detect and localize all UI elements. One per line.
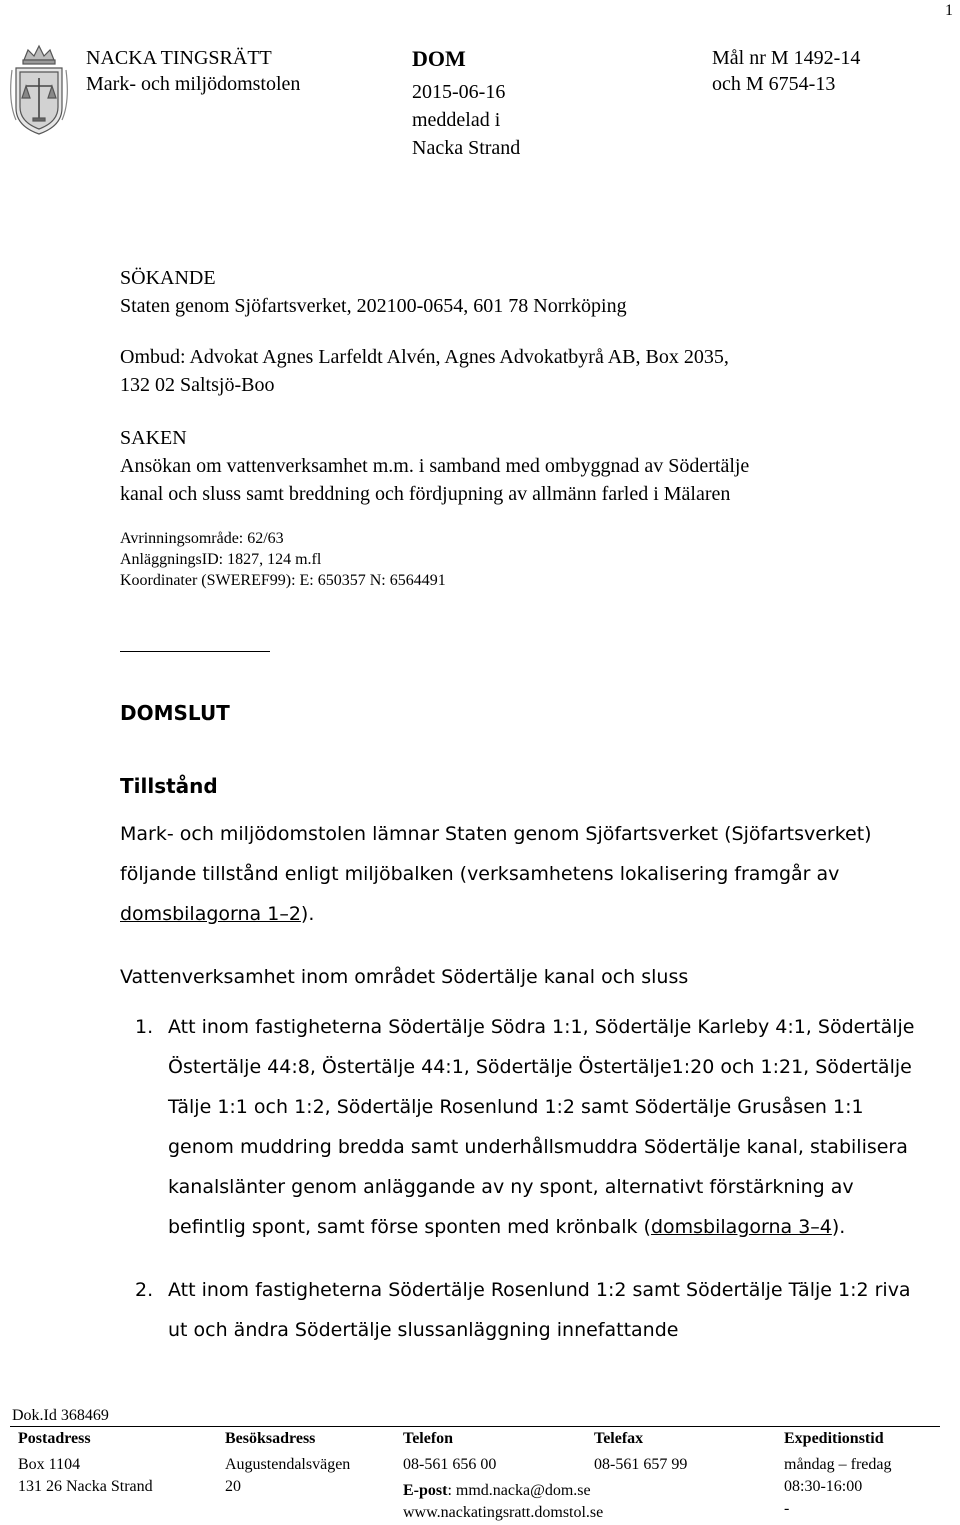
matter-heading: SAKEN [120, 427, 187, 449]
footer-heading-visiting: Besöksadress [225, 1430, 316, 1447]
footer-postal [18, 1454, 153, 1498]
visiting-line: Augustendalsvägen [225, 1456, 351, 1473]
list-item-2-line: ut och ändra Södertälje slussanläggning innefattande [168, 1319, 679, 1341]
email-label: E-post [403, 1482, 448, 1499]
issued-place: Nacka Strand [412, 137, 521, 159]
applicant-name: Staten genom Sjöfartsverket, 202100-0654, 601 78 Norrköping [120, 295, 627, 317]
list-item-1-line: genom muddring bredda samt underhållsmuddra Södertälje kanal, stabilisera [168, 1136, 908, 1158]
ruling-heading: DOMSLUT [120, 701, 230, 725]
office-hours-line: 08:30-16:00 [784, 1478, 863, 1495]
footer-visiting [225, 1454, 350, 1498]
list-item-1-last-line [168, 1207, 914, 1247]
footer-fax [594, 1454, 687, 1476]
facility-id: AnläggningsID: 1827, 124 m.fl [120, 551, 322, 568]
issued-label: meddelad i [412, 109, 501, 131]
phone-number: 08-561 656 00 [403, 1456, 497, 1473]
document-meta [412, 78, 520, 162]
footer-heading-fax: Telefax [594, 1430, 644, 1447]
document-type: DOM [412, 46, 466, 71]
counsel-line1: Ombud: Advokat Agnes Larfeldt Alvén, Agnes Advokatbyrå AB, Box 2035, [120, 346, 729, 368]
ruling-para-line3 [120, 894, 872, 934]
ruling-paragraph [120, 814, 872, 934]
website[interactable]: www.nackatingsratt.domstol.se [403, 1504, 604, 1521]
list-item-1-last-head: befintlig spont, samt förse sponten med krönbalk ( [168, 1216, 651, 1238]
matter-line2: kanal och sluss samt breddning och fördjupning av allmänn farled i Mälaren [120, 483, 731, 505]
footer-heading-office-hours: Expeditionstid [784, 1430, 884, 1447]
footer-divider [10, 1426, 940, 1427]
case-number-line1: Mål nr M 1492-14 [712, 47, 861, 69]
appendix-link-3-4[interactable]: domsbilagorna 3–4 [650, 1216, 832, 1238]
ruling-subheading: Tillstånd [120, 774, 218, 798]
postal-line: 131 26 Nacka Strand [18, 1478, 153, 1495]
visiting-line: 20 [225, 1478, 241, 1495]
ruling-para-line2: följande tillstånd enligt miljöbalken (verksamhetens lokalisering framgår av [120, 863, 840, 885]
list-item-1 [168, 1007, 914, 1247]
footer-heading-postal: Postadress [18, 1430, 91, 1447]
list-item-1-last-tail: ). [831, 1216, 846, 1238]
list-item-number-2: 2. [135, 1279, 154, 1301]
list-item-2-line: Att inom fastigheterna Södertälje Rosenlund 1:2 samt Södertälje Tälje 1:2 riva [168, 1279, 911, 1301]
applicant-heading: SÖKANDE [120, 267, 216, 289]
water-operation-title: Vattenverksamhet inom området Södertälje kanal och sluss [120, 966, 689, 988]
matter-section [120, 424, 749, 508]
court-name-line2: Mark- och miljödomstolen [86, 73, 301, 95]
office-hours-line: måndag – fredag [784, 1456, 892, 1473]
counsel-line2: 132 02 Saltsjö-Boo [120, 374, 275, 396]
email-line [403, 1480, 603, 1502]
email-address[interactable]: : mmd.nacka@dom.se [447, 1482, 591, 1499]
ruling-para-tail: ). [300, 903, 315, 925]
court-crest-icon [8, 42, 70, 138]
footer-office-hours [784, 1454, 892, 1520]
appendix-link-1-2[interactable]: domsbilagorna 1–2 [120, 903, 301, 925]
postal-line: Box 1104 [18, 1456, 81, 1473]
court-name [86, 45, 300, 97]
ruling-para-line1: Mark- och miljödomstolen lämnar Staten genom Sjöfartsverket (Sjöfartsverket) [120, 823, 872, 845]
case-number [712, 45, 860, 97]
fax-number: 08-561 657 99 [594, 1456, 688, 1473]
page-number: 1 [945, 2, 953, 19]
court-name-line1: NACKA TINGSRÄTT [86, 47, 272, 69]
list-item-2 [168, 1270, 911, 1350]
footer-phone [403, 1454, 603, 1524]
counsel-block [120, 343, 729, 399]
list-item-1-line: Östertälje 44:8, Östertälje 44:1, Södertälje Östertälje1:20 och 1:21, Södertälje [168, 1056, 912, 1078]
document-date: 2015-06-16 [412, 81, 506, 103]
list-item-1-line: Tälje 1:1 och 1:2, Södertälje Rosenlund 1:2 samt Södertälje Grusåsen 1:1 [168, 1096, 864, 1118]
case-number-line2: och M 6754-13 [712, 73, 836, 95]
list-item-number-1: 1. [135, 1016, 154, 1038]
section-divider [120, 651, 270, 652]
list-item-1-line: Att inom fastigheterna Södertälje Södra 1:1, Södertälje Karleby 4:1, Södertälje [168, 1016, 915, 1038]
applicant-section [120, 264, 627, 320]
catchment-area: Avrinningsområde: 62/63 [120, 530, 284, 547]
coordinates: Koordinater (SWEREF99): E: 650357 N: 6564491 [120, 572, 446, 589]
footer-heading-phone: Telefon [403, 1430, 454, 1447]
matter-details [120, 528, 446, 591]
office-hours-line: - [784, 1500, 790, 1517]
document-id: Dok.Id 368469 [12, 1407, 109, 1424]
matter-line1: Ansökan om vattenverksamhet m.m. i samband med ombyggnad av Södertälje [120, 455, 750, 477]
list-item-1-line: kanalslänter genom anläggande av ny spont, alternativt förstärkning av [168, 1176, 854, 1198]
